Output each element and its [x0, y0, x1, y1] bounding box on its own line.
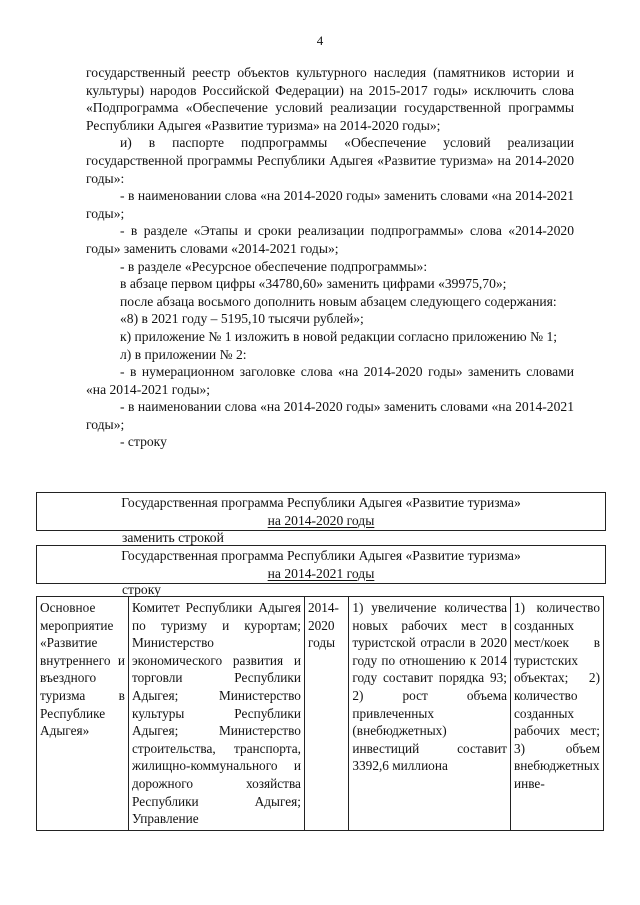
row-label: строку: [122, 582, 161, 597]
paragraph-13: - строку: [120, 434, 167, 450]
new-program-row: [36, 545, 606, 584]
cell-activity: Основное мероприятие «Развитие внутреннего и въездного туризма в Республике Адыгея»: [37, 597, 129, 831]
old-row-line2: на 2014-2020 годы: [267, 512, 375, 528]
new-row-line1: Государственная программа Республики Адыгея «Развитие туризма»: [121, 548, 521, 563]
paragraph-2: и) в паспорте подпрограммы «Обеспечение условий реализации государственной программы Республики Адыгея «Развитие туризма» на 2014-2020 годы»:: [86, 135, 574, 186]
paragraph-6: в абзаце первом цифры «34780,60» заменить цифрами «39975,70»;: [120, 276, 507, 292]
paragraph-9: к) приложение № 1 изложить в новой редакции согласно приложению № 1;: [120, 328, 558, 344]
old-row-line1: Государственная программа Республики Адыгея «Развитие туризма»: [121, 495, 521, 510]
cell-indicators: 1) количество созданных мест/коек в туристских объектах; 2) количество созданных рабочих мест; 3) объем внебюджетных инве-: [511, 597, 604, 831]
cell-period: 2014-2020 годы: [304, 597, 348, 831]
paragraph-10: л) в приложении № 2:: [120, 346, 247, 362]
cell-results: 1) увеличение количества новых рабочих мест в туристской отрасли в 2020 году по отношению к 2014 году составит порядка 93; 2) рост объема привлеченных (внебюджетных) инвестиций составит 3392,6 миллиона: [349, 597, 511, 831]
page-number: 4: [316, 33, 324, 48]
new-row-line2: на 2014-2021 годы: [267, 565, 375, 581]
table-row: [37, 597, 604, 831]
paragraph-1: государственный реестр объектов культурного наследия (памятников истории и культуры) народов Российской Федерации) на 2015-2017 годы» исключить слова «Подпрограмма «Обеспечение условий реализации государственной программы Республики Адыгея «Развитие туризма» на 2014-2020 годы»;: [86, 65, 574, 133]
paragraph-7: после абзаца восьмого дополнить новым абзацем следующего содержания:: [120, 293, 557, 309]
program-table: [36, 596, 604, 831]
old-program-row: [36, 492, 606, 531]
paragraph-3: - в наименовании слова «на 2014-2020 годы» заменить словами «на 2014-2021 годы»;: [86, 188, 574, 221]
replace-with-label: заменить строкой: [122, 530, 224, 545]
paragraph-5: - в разделе «Ресурсное обеспечение подпрограммы»:: [120, 258, 428, 274]
paragraph-11: - в нумерационном заголовке слова «на 2014-2020 годы» заменить словами «на 2014-2021 годы»;: [86, 364, 574, 397]
document-body: [86, 64, 574, 451]
paragraph-12: - в наименовании слова «на 2014-2020 годы» заменить словами «на 2014-2021 годы»;: [86, 399, 574, 432]
cell-executors: Комитет Республики Адыгея по туризму и курортам; Министерство экономического развития и торговли Республики Адыгея; Министерство культуры Республики Адыгея; Министерство строительства, транспорта, жилищно-коммунального и дорожного хозяйства Республики Адыгея; Управление: [128, 597, 304, 831]
paragraph-4: - в разделе «Этапы и сроки реализации подпрограммы» слова «2014-2020 годы» заменить словами «2014-2021 годы»;: [86, 223, 574, 256]
paragraph-8: «8) в 2021 году – 5195,10 тысячи рублей»;: [120, 311, 364, 327]
